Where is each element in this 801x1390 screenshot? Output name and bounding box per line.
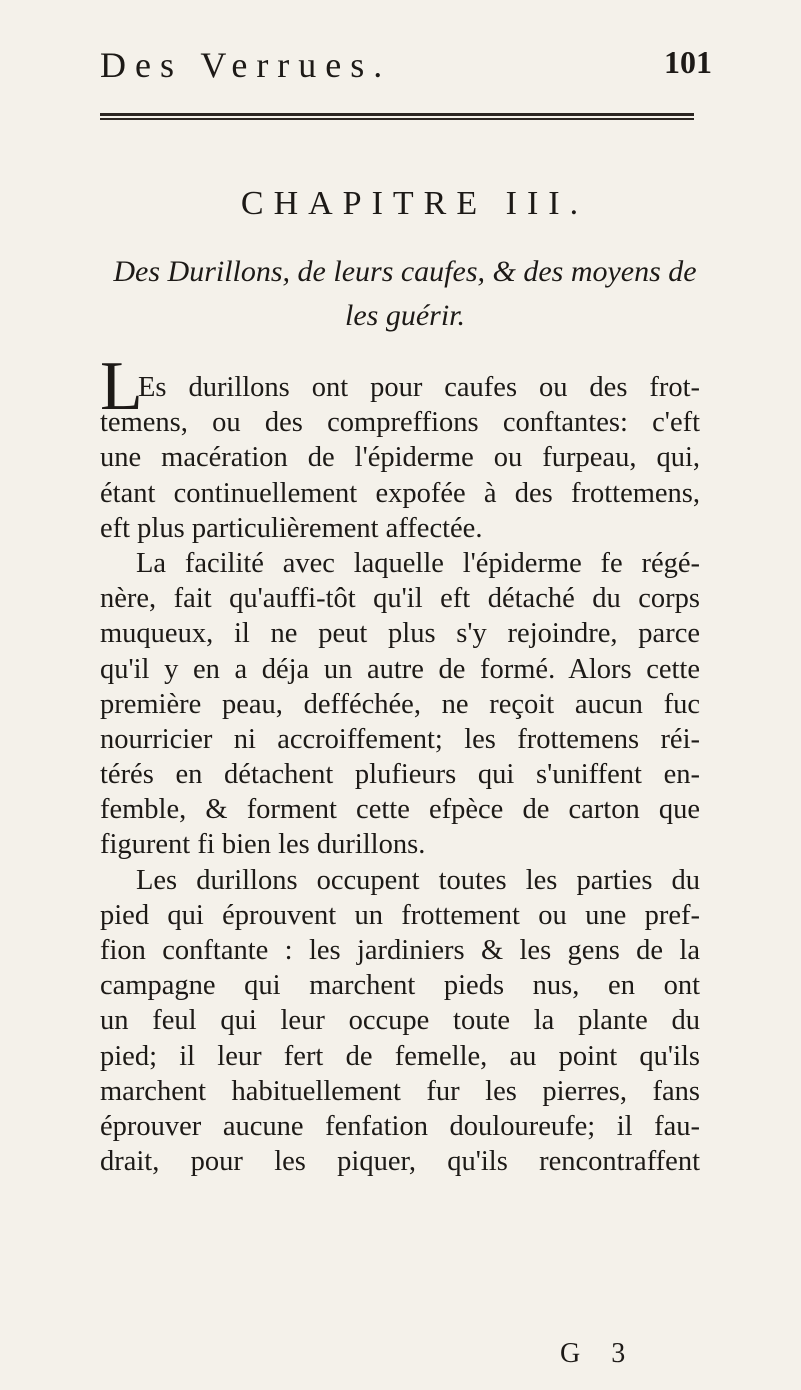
text-line: étant continuellement expofée à des frottemens,	[100, 477, 700, 509]
text-line: campagne qui marchent pieds nus, en ont	[100, 970, 700, 1002]
text-line: nère, fait qu'auffi-tôt qu'il eft détaché du corps	[100, 583, 700, 615]
subtitle-line: Des Durillons, de leurs caufes, & des moyens de	[113, 255, 697, 288]
text-line: pied; il leur fert de femelle, au point qu'ils	[100, 1040, 700, 1072]
header-rule-thick	[100, 113, 694, 116]
text-line: La facilité avec laquelle l'épiderme fe régé-	[136, 547, 700, 579]
text-line: pied qui éprouvent un frottement ou une pref-	[100, 899, 700, 931]
running-title: Des Verrues.	[100, 45, 392, 85]
drop-cap: L	[100, 348, 143, 425]
chapter-heading: CHAPITRE III.	[240, 185, 589, 222]
text-line: nourricier ni accroiffement; les frottemens réi-	[100, 723, 700, 755]
text-line: muqueux, il ne peut plus s'y rejoindre, parce	[100, 618, 700, 650]
text-line: qu'il y en a déja un autre de formé. Alors cette	[100, 653, 700, 685]
text-line: fion conftante : les jardiniers & les gens de la	[100, 935, 700, 966]
header-rule-thin	[100, 118, 694, 120]
subtitle-line: les guérir.	[345, 299, 465, 332]
text-line: drait, pour les piquer, qu'ils rencontraffent	[100, 1146, 700, 1178]
text-line: eft plus particulièrement affectée.	[100, 512, 483, 544]
text-line: temens, ou des compreffions conftantes: c'eft	[100, 407, 700, 439]
text-line: première peau, defféchée, ne reçoit aucun fuc	[100, 688, 700, 720]
text-line: éprouver aucune fenfation douloureufe; il fau-	[100, 1110, 700, 1142]
text-line-content: Es durillons ont pour caufes ou des frot-	[138, 372, 700, 403]
text-line: Les durillons occupent toutes les parties du	[136, 864, 700, 896]
text-line: une macération de l'épiderme ou furpeau, qui,	[100, 442, 700, 474]
signature-mark: G 3	[560, 1338, 638, 1369]
running-head	[100, 38, 712, 88]
body-text	[100, 348, 700, 1179]
page-number: 101	[664, 44, 712, 80]
text-line: femble, & forment cette efpèce de carton que	[100, 794, 700, 826]
text-line: figurent fi bien les durillons.	[100, 829, 426, 861]
chapter-subtitle	[110, 250, 700, 338]
text-line: marchent habituellement fur les pierres, fans	[100, 1075, 700, 1107]
text-line: un feul qui leur occupe toute la plante du	[100, 1005, 700, 1037]
text-line: térés en détachent plufieurs qui s'uniffent en-	[100, 759, 700, 791]
